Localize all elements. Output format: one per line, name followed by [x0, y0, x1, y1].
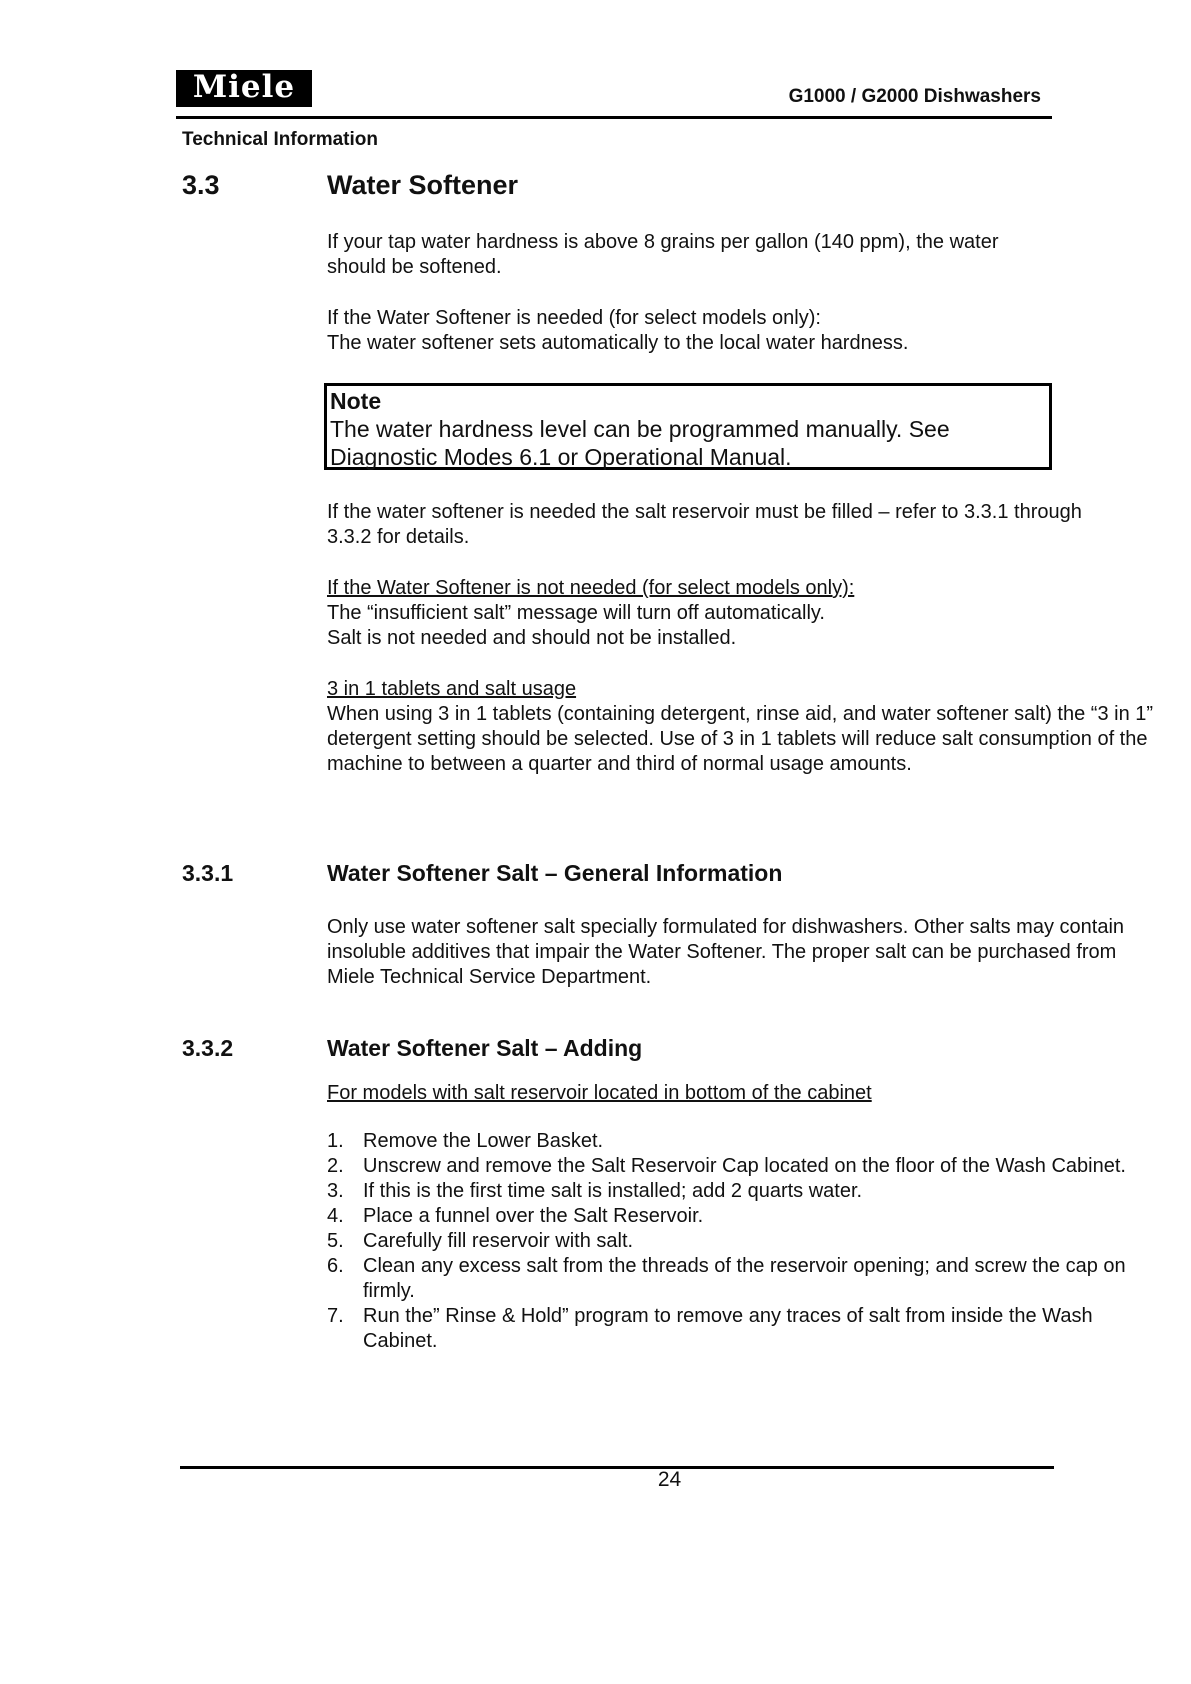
softener-not-needed-heading: If the Water Softener is not needed (for select models only):	[327, 577, 855, 599]
step-number: 2.	[327, 1155, 344, 1177]
note-box	[324, 383, 1052, 470]
section-title-3-3-2: Water Softener Salt – Adding	[327, 1035, 643, 1061]
step-number: 5.	[327, 1230, 344, 1252]
section-label: Technical Information	[182, 129, 379, 150]
step-number: 6.	[327, 1255, 344, 1277]
step-text: Remove the Lower Basket.	[363, 1130, 604, 1152]
logo-text: Miele	[192, 68, 296, 105]
adding-subheading: For models with salt reservoir located in bottom of the cabinet	[327, 1082, 872, 1104]
step-number: 3.	[327, 1180, 344, 1202]
miele-logo	[176, 70, 312, 107]
step-text: Run the” Rinse & Hold” program to remove any traces of salt from inside the Wash Cabinet.	[363, 1305, 1093, 1352]
list-item	[327, 1154, 1157, 1179]
tablets-heading: 3 in 1 tablets and salt usage	[327, 678, 577, 700]
softener-not-needed-line-1: The “insufficient salt” message will turn off automatically.	[327, 602, 825, 624]
paragraph-salt-reservoir: If the water softener is needed the salt reservoir must be filled – refer to 3.3.1 through 3.3.2 for details.	[327, 501, 1082, 548]
paragraph-3in1-tablets	[327, 677, 1167, 777]
document-title: G1000 / G2000 Dishwashers	[788, 86, 1041, 107]
section-number-3-3: 3.3	[182, 170, 220, 200]
list-item	[327, 1129, 1157, 1154]
step-text: Unscrew and remove the Salt Reservoir Cap located on the floor of the Wash Cabinet.	[363, 1155, 1126, 1177]
page-number: 24	[657, 1468, 682, 1491]
softener-needed-line-2: The water softener sets automatically to the local water hardness.	[327, 332, 909, 354]
section-title-3-3: Water Softener	[327, 170, 519, 200]
list-item	[327, 1304, 1157, 1354]
section-number-3-3-2: 3.3.2	[182, 1035, 234, 1061]
step-text: Clean any excess salt from the threads of the reservoir opening; and screw the cap on firmly.	[363, 1255, 1126, 1302]
tablets-text: When using 3 in 1 tablets (containing detergent, rinse aid, and water softener salt) the “3 in 1” detergent setting should be selected. Use of 3 in 1 tablets will reduce salt consumption of the machine to between a quarter and third of normal usage amounts.	[327, 703, 1154, 775]
list-item	[327, 1254, 1157, 1304]
step-text: If this is the first time salt is installed; add 2 quarts water.	[363, 1180, 863, 1202]
adding-steps-list	[327, 1129, 1157, 1354]
list-item	[327, 1179, 1157, 1204]
step-number: 1.	[327, 1130, 344, 1152]
section-title-3-3-1: Water Softener Salt – General Information	[327, 860, 783, 886]
list-item	[327, 1229, 1157, 1254]
softener-not-needed-line-2: Salt is not needed and should not be installed.	[327, 627, 737, 649]
paragraph-hardness: If your tap water hardness is above 8 grains per gallon (140 ppm), the water should be softened.	[327, 231, 999, 278]
softener-needed-line-1: If the Water Softener is needed (for select models only):	[327, 307, 821, 329]
paragraph-softener-needed	[327, 306, 1157, 356]
header-divider	[176, 116, 1052, 119]
note-title: Note	[330, 388, 382, 414]
paragraph-salt-general: Only use water softener salt specially formulated for dishwashers. Other salts may contain insoluble additives that impair the Water Softener. The proper salt can be purchased from Miele Technical Service Department.	[327, 916, 1125, 988]
note-text: The water hardness level can be programmed manually. See Diagnostic Modes 6.1 or Operational Manual.	[330, 416, 950, 470]
list-item	[327, 1204, 1157, 1229]
paragraph-softener-not-needed	[327, 576, 1157, 651]
step-text: Carefully fill reservoir with salt.	[363, 1230, 634, 1252]
step-text: Place a funnel over the Salt Reservoir.	[363, 1205, 704, 1227]
step-number: 4.	[327, 1205, 344, 1227]
section-number-3-3-1: 3.3.1	[182, 860, 234, 886]
step-number: 7.	[327, 1305, 344, 1327]
